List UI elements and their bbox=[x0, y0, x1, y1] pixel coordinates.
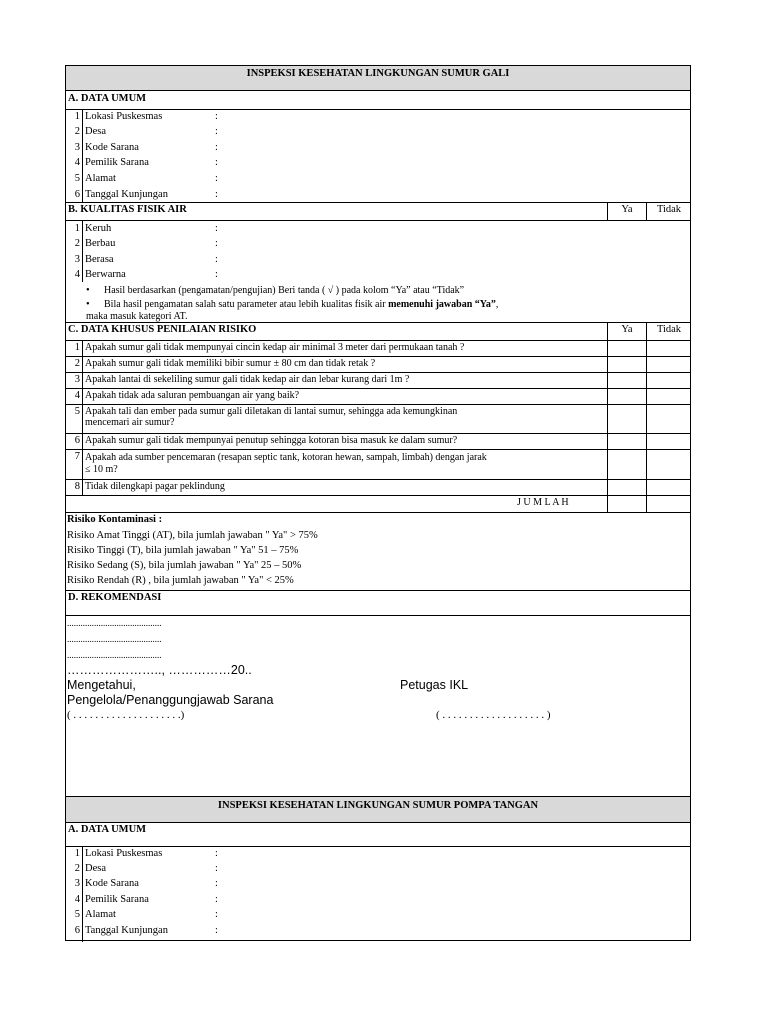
risk-line: Risiko Sedang (S), bila jumlah jawaban " Ya" 25 – 50% bbox=[67, 560, 302, 571]
risk-line: Risiko Amat Tinggi (AT), bila jumlah jawaban " Ya" > 75% bbox=[67, 530, 318, 541]
field-label: Kode Sarana bbox=[85, 878, 139, 889]
signature-right: ( . . . . . . . . . . . . . . . . . . . ) bbox=[436, 709, 551, 721]
field-colon: : bbox=[215, 111, 218, 122]
risk-question-cont: ≤ 10 m? bbox=[85, 464, 118, 475]
row-number: 3 bbox=[74, 374, 80, 385]
field-label: Lokasi Puskesmas bbox=[85, 111, 163, 122]
row-number: 4 bbox=[74, 894, 80, 905]
field-colon: : bbox=[215, 238, 218, 249]
row-number: 6 bbox=[74, 189, 80, 200]
risk-line: Risiko Tinggi (T), bila jumlah jawaban " Ya" 51 – 75% bbox=[67, 545, 299, 556]
risk-heading: Risiko Kontaminasi : bbox=[67, 514, 163, 525]
column-ya: Ya bbox=[621, 324, 633, 335]
field-label: Pemilik Sarana bbox=[85, 894, 149, 905]
field-label: Pemilik Sarana bbox=[85, 157, 149, 168]
section-a-heading: A. DATA UMUM bbox=[68, 93, 147, 104]
row-number: 8 bbox=[74, 481, 80, 492]
petugas-label: Petugas IKL bbox=[400, 678, 469, 692]
field-colon: : bbox=[215, 142, 218, 153]
row-number: 4 bbox=[74, 390, 80, 401]
field-colon: : bbox=[215, 157, 218, 168]
row-number: 1 bbox=[74, 223, 80, 234]
field-colon: : bbox=[215, 126, 218, 137]
form-title: INSPEKSI KESEHATAN LINGKUNGAN SUMUR POMPA TANGAN bbox=[217, 800, 539, 811]
section-c-heading: C. DATA KHUSUS PENILAIAN RISIKO bbox=[68, 324, 257, 335]
column-tidak: Tidak bbox=[656, 324, 682, 335]
row-number: 3 bbox=[74, 254, 80, 265]
field-colon: : bbox=[215, 223, 218, 234]
field-label: Desa bbox=[85, 126, 106, 137]
row-number: 6 bbox=[74, 435, 80, 446]
recommendation-dots: .......................................... bbox=[67, 618, 162, 628]
row-number: 6 bbox=[74, 925, 80, 936]
risk-question-cont: mencemari air sumur? bbox=[85, 417, 175, 428]
field-label: Alamat bbox=[85, 909, 116, 920]
row-number: 2 bbox=[74, 126, 80, 137]
row-number: 4 bbox=[74, 157, 80, 168]
field-label: Desa bbox=[85, 863, 106, 874]
field-label: Keruh bbox=[85, 223, 112, 234]
total-label: J U M L A H bbox=[517, 497, 569, 508]
section-d-heading: D. REKOMENDASI bbox=[68, 592, 162, 603]
row-number: 1 bbox=[74, 111, 80, 122]
row-number: 3 bbox=[74, 142, 80, 153]
field-colon: : bbox=[215, 173, 218, 184]
field-colon: : bbox=[215, 878, 218, 889]
field-colon: : bbox=[215, 863, 218, 874]
field-colon: : bbox=[215, 909, 218, 920]
field-label: Tanggal Kunjungan bbox=[85, 189, 168, 200]
row-number: 4 bbox=[74, 269, 80, 280]
row-number: 1 bbox=[74, 342, 80, 353]
field-label: Berbau bbox=[85, 238, 116, 249]
column-ya: Ya bbox=[621, 204, 633, 215]
field-label: Kode Sarana bbox=[85, 142, 139, 153]
bullet-icon: • bbox=[86, 285, 90, 296]
field-label: Tanggal Kunjungan bbox=[85, 925, 168, 936]
row-number: 1 bbox=[74, 848, 80, 859]
row-number: 2 bbox=[74, 238, 80, 249]
row-number: 2 bbox=[74, 863, 80, 874]
bullet-icon: • bbox=[86, 299, 90, 310]
section-b-heading: B. KUALITAS FISIK AIR bbox=[68, 204, 187, 215]
field-colon: : bbox=[215, 894, 218, 905]
field-colon: : bbox=[215, 925, 218, 936]
field-colon: : bbox=[215, 848, 218, 859]
field-label: Berasa bbox=[85, 254, 114, 265]
risk-question: Apakah sumur gali tidak mempunyai penutup sehingga kotoran bisa masuk ke dalam sumur? bbox=[85, 435, 458, 446]
date-line: ………………….., ……………20.. bbox=[67, 663, 252, 677]
signature-left: ( . . . . . . . . . . . . . . . . . . . .) bbox=[67, 709, 185, 721]
column-tidak: Tidak bbox=[656, 204, 682, 215]
note-text: maka masuk kategori AT. bbox=[86, 311, 188, 322]
risk-line: Risiko Rendah (R) , bila jumlah jawaban " Ya" < 25% bbox=[67, 575, 294, 586]
note-text: Bila hasil pengamatan salah satu parameter atau lebih kualitas fisik air memenuhi jawaban “Ya”, bbox=[104, 299, 499, 310]
field-label: Alamat bbox=[85, 173, 116, 184]
row-number: 3 bbox=[74, 878, 80, 889]
field-colon: : bbox=[215, 269, 218, 280]
field-label: Berwarna bbox=[85, 269, 126, 280]
field-label: Lokasi Puskesmas bbox=[85, 848, 163, 859]
pengelola-label: Pengelola/Penanggungjawab Sarana bbox=[67, 693, 274, 707]
risk-question: Apakah tali dan ember pada sumur gali diletakan di lantai sumur, sehingga ada kemungkinan bbox=[85, 406, 458, 417]
row-number: 2 bbox=[74, 358, 80, 369]
row-number: 5 bbox=[74, 406, 80, 417]
row-number: 7 bbox=[74, 451, 80, 462]
risk-question: Apakah sumur gali tidak mempunyai cincin kedap air minimal 3 meter dari permukaan tanah ? bbox=[85, 342, 465, 353]
risk-question: Apakah lantai di sekeliling sumur gali tidak kedap air dan lebar kurang dari 1m ? bbox=[85, 374, 410, 385]
row-number: 5 bbox=[74, 173, 80, 184]
mengetahui-label: Mengetahui, bbox=[67, 678, 136, 692]
field-colon: : bbox=[215, 254, 218, 265]
risk-question: Apakah ada sumber pencemaran (resapan septic tank, kotoran hewan, sampah, limbah) dengan jarak bbox=[85, 452, 487, 463]
section-a-heading: A. DATA UMUM bbox=[68, 824, 147, 835]
recommendation-dots: .......................................... bbox=[67, 634, 162, 644]
note-text: Hasil berdasarkan (pengamatan/pengujian) Beri tanda ( √ ) pada kolom “Ya” atau “Tidak” bbox=[104, 285, 465, 296]
risk-question: Apakah tidak ada saluran pembuangan air yang baik? bbox=[85, 390, 300, 401]
row-number: 5 bbox=[74, 909, 80, 920]
field-colon: : bbox=[215, 189, 218, 200]
risk-question: Tidak dilengkapi pagar peklindung bbox=[85, 481, 225, 492]
inspection-form-frame bbox=[65, 65, 691, 941]
recommendation-dots: .......................................... bbox=[67, 650, 162, 660]
risk-question: Apakah sumur gali tidak memiliki bibir sumur ± 80 cm dan tidak retak ? bbox=[85, 358, 376, 369]
form-title: INSPEKSI KESEHATAN LINGKUNGAN SUMUR GALI bbox=[246, 68, 510, 79]
